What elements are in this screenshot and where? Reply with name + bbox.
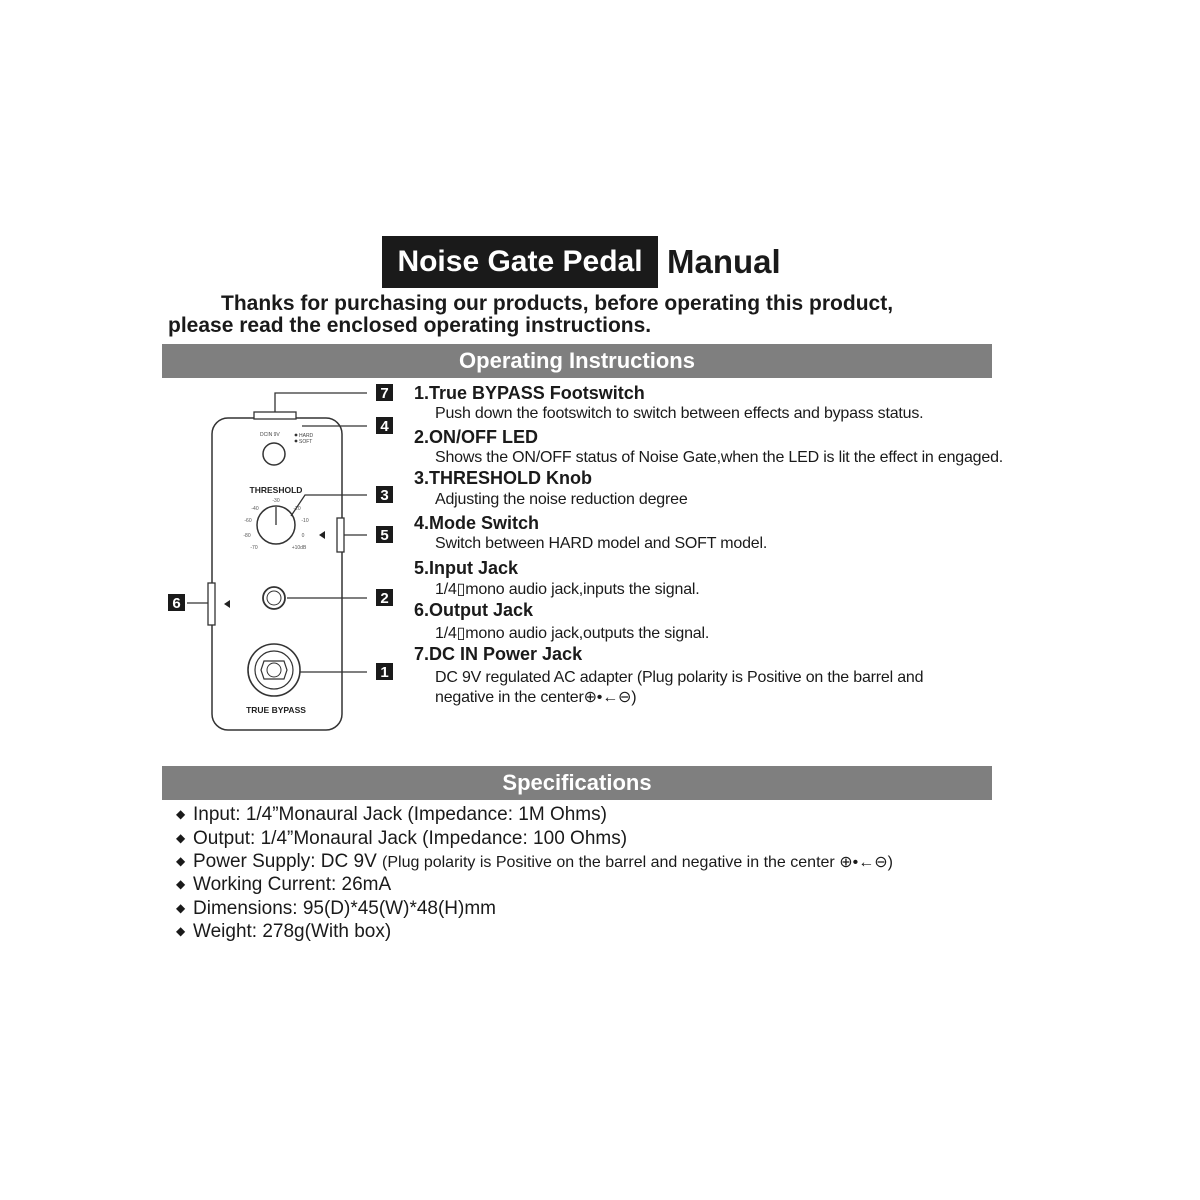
output-jack [208, 583, 215, 625]
instruction-title-3: 3.THRESHOLD Knob [414, 468, 592, 488]
callout-7: 7 [380, 385, 389, 402]
instruction-desc-3: Adjusting the noise reduction degree [435, 491, 688, 508]
pedal-diagram [150, 380, 410, 740]
instruction-title-6: 6.Output Jack [414, 600, 534, 620]
instruction-title-7: 7.DC IN Power Jack [414, 644, 583, 664]
intro-line-2: please read the enclosed operating instructions. [168, 314, 652, 337]
instruction-title-5: 5.Input Jack [414, 558, 519, 578]
intro-line-1: Thanks for purchasing our products, before operating this product, [221, 292, 894, 315]
knob-tick: -10 [301, 518, 309, 524]
knob-tick: 0 [301, 533, 305, 539]
spec-item: ◆ Power Supply: DC 9V (Plug polarity is Positive on the barrel and negative in the center ⊕•←⊖) [176, 851, 893, 872]
instruction-desc-4: Switch between HARD model and SOFT model. [435, 535, 768, 552]
polarity-icon: ⊕•←⊖ [583, 689, 632, 706]
knob-tick: -20 [293, 506, 301, 512]
threshold-label: THRESHOLD [249, 485, 303, 495]
instruction-desc-1: Push down the footswitch to switch between effects and bypass status. [435, 405, 924, 422]
diamond-bullet-icon: ◆ [176, 877, 186, 891]
callout-1: 1 [380, 664, 389, 681]
title-manual: Manual [667, 243, 781, 280]
specifications-header: Specifications [162, 766, 992, 800]
polarity-icon: ⊕•←⊖ [839, 854, 888, 871]
callout-6: 6 [172, 595, 181, 612]
spec-item: ◆ Working Current: 26mA [176, 874, 392, 895]
instruction-desc-7: DC 9V regulated AC adapter (Plug polarity is Positive on the barrel and [435, 669, 924, 686]
instruction-desc-6: 1/4▯mono audio jack,outputs the signal. [435, 625, 710, 642]
input-jack [337, 518, 344, 552]
true-bypass-label: TRUE BYPASS [246, 705, 306, 715]
diamond-bullet-icon: ◆ [176, 901, 186, 915]
diamond-bullet-icon: ◆ [176, 854, 186, 868]
knob-tick: -80 [243, 533, 251, 539]
diamond-bullet-icon: ◆ [176, 831, 186, 845]
mode-soft-label: SOFT [299, 439, 313, 445]
dc-jack [254, 412, 296, 419]
spec-item: ◆ Output: 1/4”Monaural Jack (Impedance: 100 Ohms) [176, 828, 628, 849]
callout-4: 4 [380, 418, 389, 435]
spec-item: ◆ Dimensions: 95(D)*45(W)*48(H)mm [176, 898, 496, 919]
knob-tick: -30 [272, 498, 280, 504]
title-boxed: Noise Gate Pedal [382, 236, 658, 288]
mode-hard-label: HARD [299, 433, 314, 439]
callout-2: 2 [380, 590, 389, 607]
knob-tick: -40 [251, 506, 259, 512]
callout-5: 5 [380, 527, 389, 544]
instruction-title-1: 1.True BYPASS Footswitch [414, 383, 645, 403]
operating-instructions-header: Operating Instructions [162, 344, 992, 378]
instruction-desc-2: Shows the ON/OFF status of Noise Gate,when the LED is lit the effect in engaged. [435, 449, 1004, 466]
instruction-desc-7-line-2: negative in the center⊕•←⊖) [435, 689, 637, 706]
mode-switch-button [263, 443, 285, 465]
spec-item: ◆ Input: 1/4”Monaural Jack (Impedance: 1M Ohms) [176, 804, 607, 825]
instruction-title-2: 2.ON/OFF LED [414, 427, 539, 447]
knob-tick: +10dB [291, 545, 307, 551]
instruction-desc-5: 1/4▯mono audio jack,inputs the signal. [435, 581, 700, 598]
knob-tick: -60 [244, 518, 252, 524]
diamond-bullet-icon: ◆ [176, 807, 186, 821]
spec-item: ◆ Weight: 278g(With box) [176, 921, 392, 942]
diamond-bullet-icon: ◆ [176, 924, 186, 938]
power-label: DCIN 9V [260, 432, 280, 438]
instruction-title-4: 4.Mode Switch [414, 513, 540, 533]
knob-tick: -70 [250, 545, 258, 551]
callout-3: 3 [380, 487, 389, 504]
